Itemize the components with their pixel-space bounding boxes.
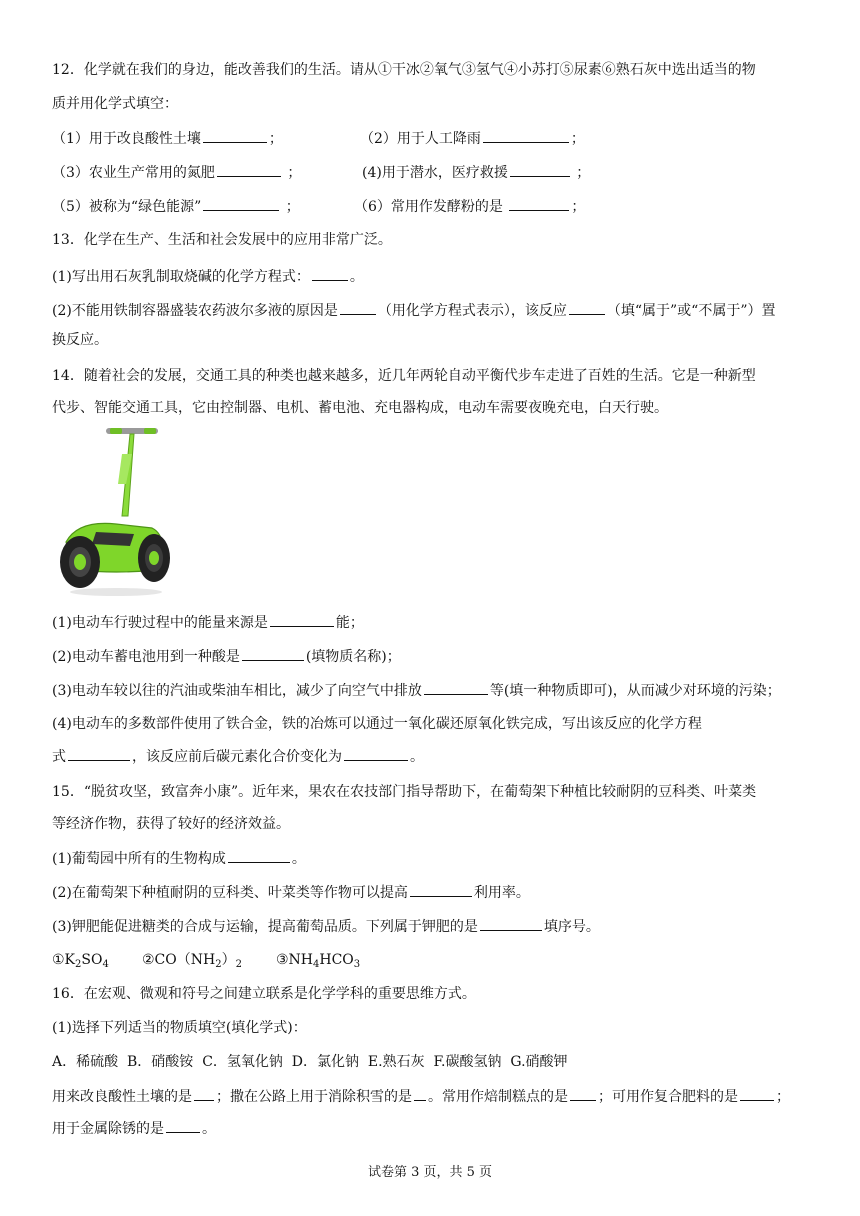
q15-stem-line2: 等经济作物，获得了较好的经济效益。 [52,816,290,832]
q15-stem-line1: 15．“脱贫攻坚，致富奔小康”。近年来，果农在农技部门指导帮助下，在葡萄架下种植比较耐阴的豆科类、叶菜类 [52,784,757,800]
q12-part1: （1）用于改良酸性土壤 ； [52,128,283,149]
q15-option-3: $③NH_4HCO_3$ [276,952,361,970]
q13-part2: (2)不能用铁制容器盛装农药波尔多液的原因是 （用化学方程式表示），该反应 （填“属于”或“不属于”）置 [52,300,812,320]
q15-part2: (2)在葡萄架下种植耐阴的豆科类、叶菜类等作物可以提高 利用率。 [52,882,812,902]
q14-part1: (1)电动车行驶过程中的能量来源是 能； [52,612,812,632]
q14-stem-line1: 14．随着社会的发展，交通工具的种类也越来越多，近几年两轮自动平衡代步车走进了百姓的生活。它是一种新型 [52,368,756,384]
q14-stem-line2: 代步、智能交通工具，它由控制器、电机、蓄电池、充电器构成，电动车需要夜晚充电，白天行驶。 [52,400,668,416]
q16-stem: 16．在宏观、微观和符号之间建立联系是化学学科的重要思维方式。 [52,986,476,1002]
q16-part1: (1)选择下列适当的物质填空(填化学式)： [52,1020,307,1036]
q16-options: A．稀硫酸 B．硝酸铵 C．氢氧化钠 D．氯化钠 E.熟石灰 F.碳酸氢钠 G.硝酸钾 [52,1054,568,1070]
answer-blank[interactable] [344,746,408,761]
q12-part6-text: （6）常用作发酵粉的是 [354,199,503,215]
q16-line1: 用来改良酸性土壤的是 ；撒在公路上用于消除积雪的是 。常用作焙制糕点的是 ；可用作复合肥料的是 ； [52,1086,812,1106]
answer-blank[interactable] [217,162,281,177]
q12-stem-line2: 质并用化学式填空： [52,96,178,112]
q12-part5: （5）被称为“绿色能源” ； [52,196,300,217]
q12-part2: （2）用于人工降雨 ； [360,128,585,149]
answer-blank[interactable] [194,1086,214,1101]
answer-blank[interactable] [228,848,290,863]
q12-part3-text: （3）农业生产常用的氮肥 [52,165,215,181]
balance-scooter-image [56,424,176,599]
q16-line2: 用于金属除锈的是 。 [52,1118,812,1138]
q12-part4: (4)用于潜水，医疗救援 ； [362,162,590,183]
answer-blank[interactable] [68,746,130,761]
answer-blank[interactable] [203,196,279,211]
answer-blank[interactable] [166,1118,200,1133]
answer-blank[interactable] [410,882,472,897]
q15-option-2: $②CO(NH_2)_2$ [142,952,242,970]
answer-blank[interactable] [340,300,376,315]
answer-blank[interactable] [483,128,569,143]
answer-blank[interactable] [270,612,334,627]
q14-part2: (2)电动车蓄电池用到一种酸是 (填物质名称)； [52,646,812,666]
scooter-footpad [92,532,134,546]
answer-blank[interactable] [740,1086,774,1101]
answer-blank[interactable] [242,646,304,661]
q12-part2-text: （2）用于人工降雨 [360,131,481,147]
q12-part6: （6）常用作发酵粉的是 ； [354,196,585,217]
q12-part3: （3）农业生产常用的氮肥 ； [52,162,301,183]
answer-blank[interactable] [569,300,605,315]
q14-part3: (3)电动车较以往的汽油或柴油车相比，减少了向空气中排放 等(填一种物质即可)，从而减少对环境的污染； [52,680,812,700]
q15-part1: (1)葡萄园中所有的生物构成 。 [52,848,812,868]
answer-blank[interactable] [510,162,570,177]
q12-part4-text: (4)用于潜水，医疗救援 [362,165,508,181]
answer-blank[interactable] [414,1086,426,1101]
q13-part2-cont: 换反应。 [52,332,108,348]
answer-blank[interactable] [509,196,569,211]
q15-option-1: $①K_2SO_4$ [52,952,109,970]
q14-part4: (4)电动车的多数部件使用了铁合金，铁的冶炼可以通过一氧化碳还原氧化铁完成，写出该反应的化学方程 [52,716,702,732]
q15-part3: (3)钾肥能促进糖类的合成与运输，提高葡萄品质。下列属于钾肥的是 填序号。 [52,916,812,936]
q13-stem: 13．化学在生产、生活和社会发展中的应用非常广泛。 [52,232,392,248]
answer-blank[interactable] [203,128,267,143]
answer-blank[interactable] [312,266,348,281]
answer-blank[interactable] [480,916,542,931]
answer-blank[interactable] [570,1086,596,1101]
q12-part5-text: （5）被称为“绿色能源” [52,199,202,215]
q12-stem-line1: 12．化学就在我们的身边，能改善我们的生活。请从①干冰②氧气③氢气④小苏打⑤尿素⑥熟石灰中选出适当的物 [52,62,756,78]
q13-part1: (1)写出用石灰乳制取烧碱的化学方程式： 。 [52,266,812,286]
page-footer: 试卷第 3 页，共 5 页 [367,1165,493,1180]
answer-blank[interactable] [424,680,488,695]
q14-part4-cont: 式 ，该反应前后碳元素化合价变化为 。 [52,746,812,766]
q12-part1-text: （1）用于改良酸性土壤 [52,131,201,147]
